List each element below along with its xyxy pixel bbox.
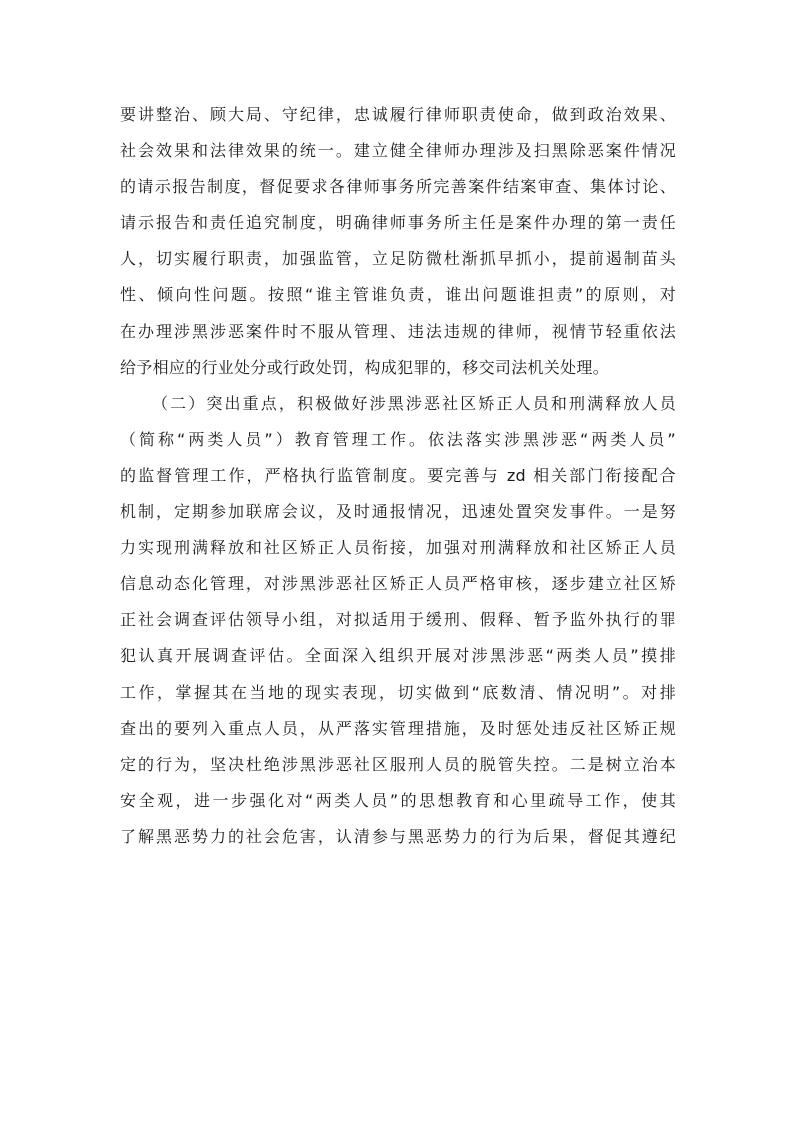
paragraph-end-line: 给予相应的行业处分或行政处罚，构成犯罪的，移交司法机关处理。 — [120, 357, 610, 377]
text-line: 信息动态化管理，对涉黑涉恶社区矫正人员严格审核，逐步建立社区矫 — [120, 574, 676, 594]
text-line: 了解黑恶势力的社会危害，认清参与黑恶势力的行为后果，督促其遵纪 — [120, 826, 676, 846]
text-line: 力实现刑满释放和社区矫正人员衔接，加强对刑满释放和社区矫正人员 — [120, 538, 676, 558]
text-line: 社会效果和法律效果的统一。建立健全律师办理涉及扫黑除恶案件情况 — [120, 141, 676, 161]
text-line: 工作，掌握其在当地的现实表现，切实做到“底数清、情况明”。对排 — [120, 682, 676, 702]
document-body — [120, 97, 676, 855]
text-line: 要讲整治、顾大局、守纪律，忠诚履行律师职责使命，做到政治效果、 — [120, 105, 676, 124]
text-line: 犯认真开展调查评估。全面深入组织开展对涉黑涉恶“两类人员”摸排 — [120, 646, 676, 666]
text-line: 定的行为，坚决杜绝涉黑涉恶社区服刑人员的脱管失控。二是树立治本 — [120, 754, 676, 774]
text-line: 机制，定期参加联席会议，及时通报情况，迅速处置突发事件。一是努 — [120, 502, 676, 522]
text-line: 的监督管理工作，严格执行监管制度。要完善与 zd 相关部门衔接配合 — [120, 465, 676, 485]
text-line: 性、倾向性问题。按照“谁主管谁负责，谁出问题谁担责”的原则，对 — [120, 285, 676, 305]
text-line: （简称“两类人员”）教育管理工作。依法落实涉黑涉恶“两类人员” — [120, 429, 676, 449]
text-line: 安全观，进一步强化对“两类人员”的思想教育和心里疏导工作，使其 — [120, 790, 676, 810]
text-line: 查出的要列入重点人员，从严落实管理措施，及时惩处违反社区矫正规 — [120, 718, 676, 738]
text-line: 人，切实履行职责，加强监管，立足防微杜渐抓早抓小，提前遏制苗头 — [120, 249, 676, 269]
section-heading-line: （二）突出重点，积极做好涉黑涉恶社区矫正人员和刑满释放人员 — [152, 393, 676, 413]
text-line: 请示报告和责任追究制度，明确律师事务所主任是案件办理的第一责任 — [120, 213, 676, 233]
text-line: 正社会调查评估领导小组，对拟适用于缓刑、假释、暂予监外执行的罪 — [120, 610, 676, 630]
text-line: 的请示报告制度，督促要求各律师事务所完善案件结案审查、集体讨论、 — [120, 177, 676, 197]
text-line: 在办理涉黑涉恶案件时不服从管理、违法违规的律师，视情节轻重依法 — [120, 321, 676, 341]
